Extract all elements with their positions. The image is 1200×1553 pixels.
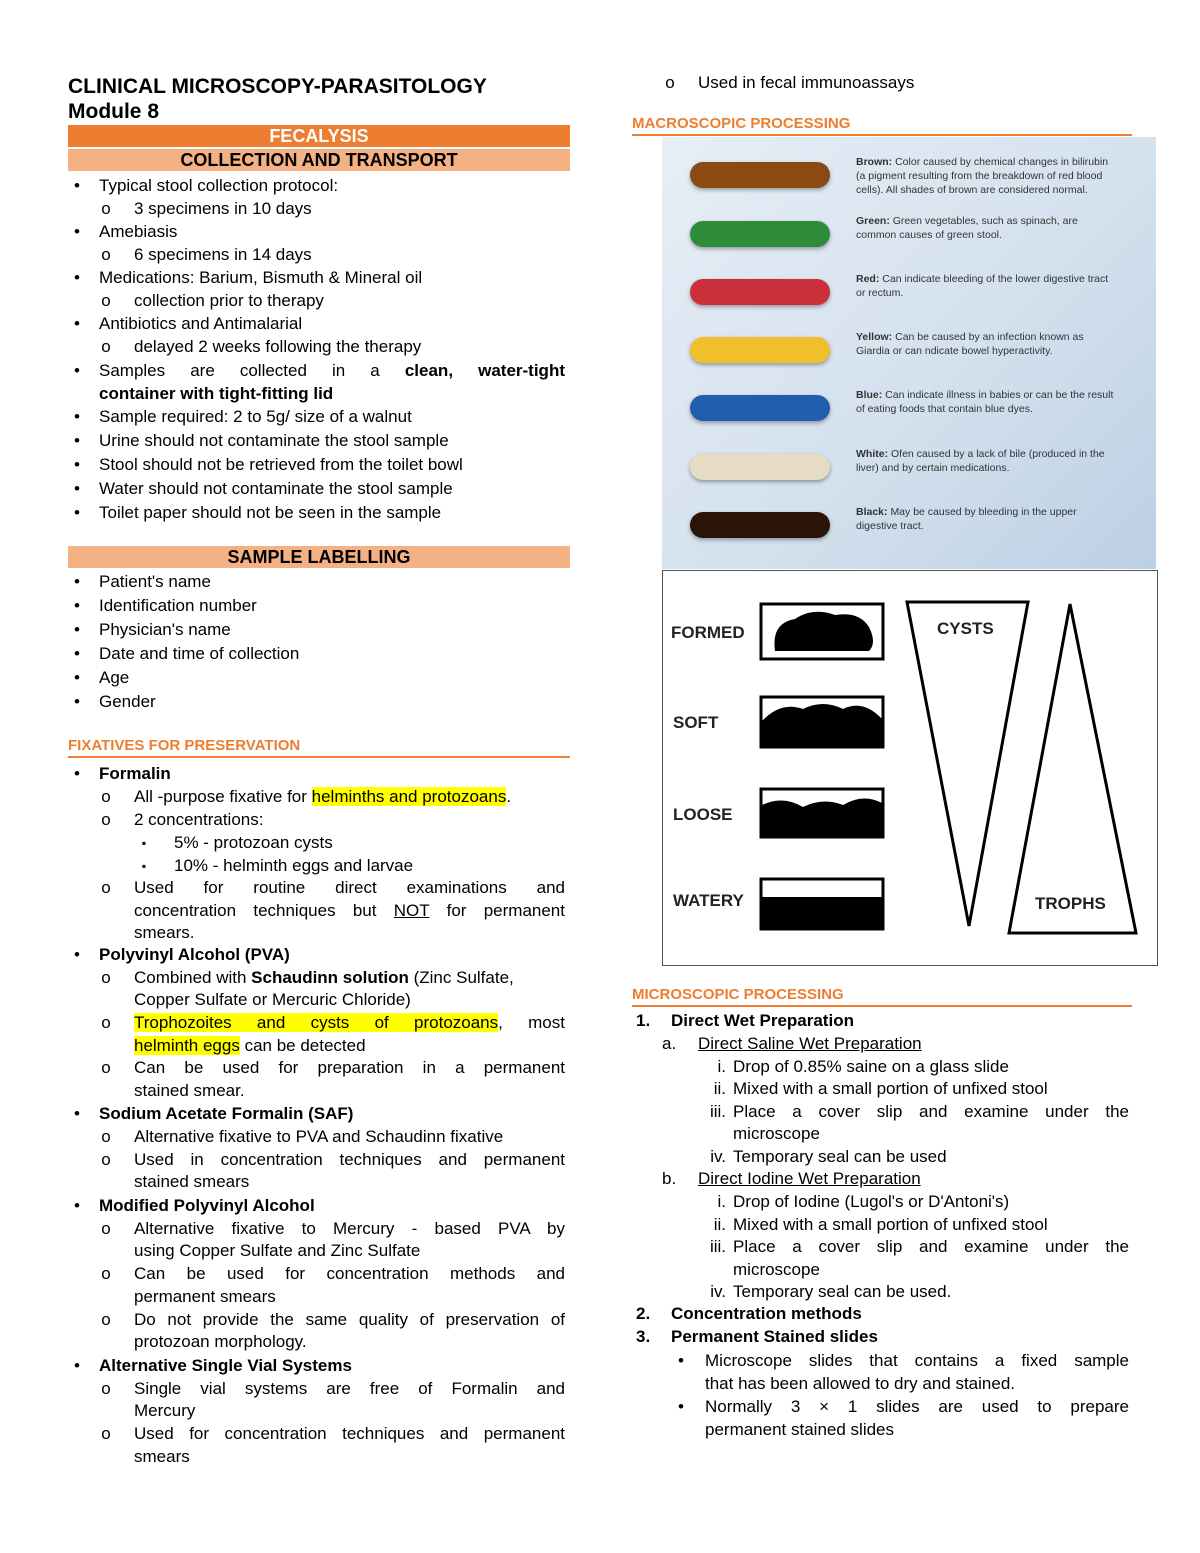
stool-color-description: White: Ofen caused by a lack of bile (produced in the liver) and by certain medications. bbox=[856, 448, 1105, 474]
trophs-label: TROPHS bbox=[1035, 894, 1106, 913]
formed-label: FORMED bbox=[671, 623, 745, 642]
loose-stool bbox=[762, 798, 882, 837]
stool-color-description: Brown: Color caused by chemical changes in bilirubin (a pigment resulting from the breakdown of red blood cells). All shades of brown are considered normal. bbox=[856, 156, 1109, 196]
stool-color-swatch bbox=[690, 395, 830, 421]
cysts-triangle bbox=[907, 602, 1028, 926]
fecalysis-banner: FECALYSIS bbox=[68, 125, 570, 147]
loose-label: LOOSE bbox=[673, 805, 733, 824]
macroscopic-heading: MACROSCOPIC PROCESSING bbox=[632, 115, 1132, 136]
watery-label: WATERY bbox=[673, 891, 744, 910]
page-title: CLINICAL MICROSCOPY-PARASITOLOGY Module 8 bbox=[68, 75, 487, 123]
stool-color-figure bbox=[662, 137, 1156, 569]
stool-color-swatch bbox=[690, 454, 830, 480]
cysts-label: CYSTS bbox=[937, 619, 994, 638]
stool-color-description: Blue: Can indicate illness in babies or can be the result of eating foods that contain blue dyes. bbox=[856, 389, 1114, 415]
microscopic-heading: MICROSCOPIC PROCESSING bbox=[632, 986, 1132, 1007]
labelling-banner: SAMPLE LABELLING bbox=[68, 546, 570, 568]
collection-banner: COLLECTION AND TRANSPORT bbox=[68, 149, 570, 171]
stool-consistency-figure bbox=[662, 570, 1158, 966]
trophs-triangle bbox=[1009, 604, 1136, 933]
stool-color-swatch bbox=[690, 162, 830, 188]
soft-stool bbox=[762, 704, 882, 747]
stool-color-description: Green: Green vegetables, such as spinach, are common causes of green stool. bbox=[856, 215, 1078, 241]
stool-color-swatch bbox=[690, 279, 830, 305]
stool-color-swatch bbox=[690, 512, 830, 538]
stool-color-swatch bbox=[690, 221, 830, 247]
soft-label: SOFT bbox=[673, 713, 719, 732]
fixatives-heading: FIXATIVES FOR PRESERVATION bbox=[68, 737, 570, 758]
stool-color-description: Black: May be caused by bleeding in the upper digestive tract. bbox=[856, 506, 1077, 532]
stool-color-swatch bbox=[690, 337, 830, 363]
watery-stool bbox=[762, 897, 882, 929]
stool-color-description: Red: Can indicate bleeding of the lower digestive tract or rectum. bbox=[856, 273, 1109, 299]
stool-color-description: Yellow: Can be caused by an infection known as Giardia or can ndicate bowel hyperactivity. bbox=[856, 331, 1084, 357]
